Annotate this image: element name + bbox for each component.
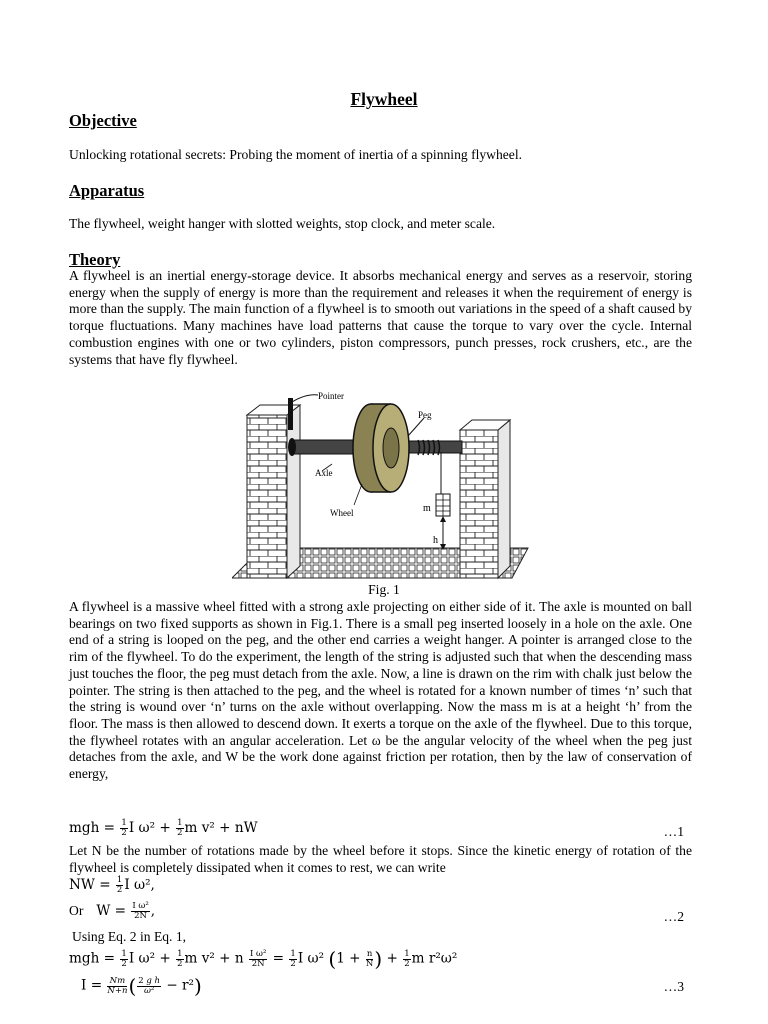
equation-3-number: …3 [663, 979, 684, 994]
page-title: Flywheel [350, 89, 418, 109]
label-axle: Axle [315, 468, 333, 478]
equation-1-number: …1 [663, 824, 684, 839]
apparatus-text: The flywheel, weight hanger with slotted weights, stop clock, and meter scale. [69, 216, 496, 231]
paragraph-3: Let N be the number of rotations made by the wheel before it stops. Since the kinetic energy of rotation of the flywheel is completely dissipated when it comes to rest, we can write [69, 843, 692, 875]
label-height: h [433, 535, 438, 546]
equation-2: Or W = $\frac{\text{I ω²}}{2N}$ , [69, 901, 156, 921]
label-pointer: Pointer [318, 391, 344, 401]
objective-heading: Objective [69, 111, 137, 130]
using-eq-text: Using Eq. 2 in Eq. 1, [72, 929, 187, 944]
equation-combined: mgh = $\frac{1}{2}$ I ω² + $\frac{1}{2}$ m v² + n $\frac{\text{I ω²}}{2N}$ = $\frac{1}{2}$ I ω² (1 + $\frac{n}{N}$ ) + $\frac{1}{2}$ m r²ω² [69, 947, 458, 971]
label-wheel: Wheel [330, 508, 354, 518]
equation-2-prefix: Or [69, 903, 84, 918]
theory-heading: Theory [69, 250, 121, 269]
left-pillar [247, 415, 287, 578]
label-mass: m [423, 503, 431, 514]
figure-caption: Fig. 1 [368, 582, 400, 597]
equation-nw: NW = $\frac{1}{2}$ I ω², [69, 875, 155, 895]
right-pillar [460, 430, 498, 578]
theory-paragraph-1: A flywheel is an inertial energy-storage device. It absorbs mechanical energy and serves as a reservoir, storing energy when the supply of energy is more than the requirement and releases it when the requirement of energy is more than the supply. The main function of a flywheel is to smooth out variations in the speed of a shaft caused by torque fluctuations. Many machines have load patterns that cause the torque to vary over the cycle. Internal combustion engines with one or two cylinders, piston compressors, punch presses, rock crushers, etc., are the systems that have fly flywheel. [69, 268, 692, 367]
apparatus-heading: Apparatus [69, 181, 145, 200]
flywheel-figure [232, 388, 532, 582]
theory-paragraph-2: A flywheel is a massive wheel fitted with a strong axle projecting on either side of it. The axle is mounted on ball bearings on two fixed supports as shown in Fig.1. There is a small peg inserted loosely in a hole on the axle. One end of a string is looped on the peg, and the other end carries a weight hanger. A pointer is arranged close to the rim of the flywheel. To do the experiment, the length of the string is adjusted such that when the descending mass just touches the floor, the peg must detach from the axle. Now, a line is drawn on the rim with chalk just below the pointer. The string is then attached to the peg, and the wheel is rotated for a known number of times ‘n’ such that the string is wound over ‘n’ turns on the axle without overlapping. Now the mass m is at a height ‘h’ from the floor. The mass is then allowed to descend down. It exerts a torque on the axle of the flywheel. Due to this torque, the flywheel rotates with an angular acceleration. Let ω be the angular velocity of the wheel when the peg just detaches from the axle, and W be the work done against friction per rotation, then by the law of conservation of energy, [69, 599, 692, 782]
equation-3: I = $\frac{Nm}{N+n}$ ( $\frac{\text{2 g h}}{\text{ω²}}$ − r²) [81, 974, 202, 998]
equation-2-number: …2 [663, 909, 684, 924]
objective-text: Unlocking rotational secrets: Probing the moment of inertia of a spinning flywheel. [69, 147, 523, 162]
pointer-rod [288, 398, 293, 430]
label-peg: Peg [418, 410, 432, 420]
equation-1: mgh = $\frac{1}{2}$ I ω² + $\frac{1}{2}$ m v² + nW [69, 818, 258, 838]
